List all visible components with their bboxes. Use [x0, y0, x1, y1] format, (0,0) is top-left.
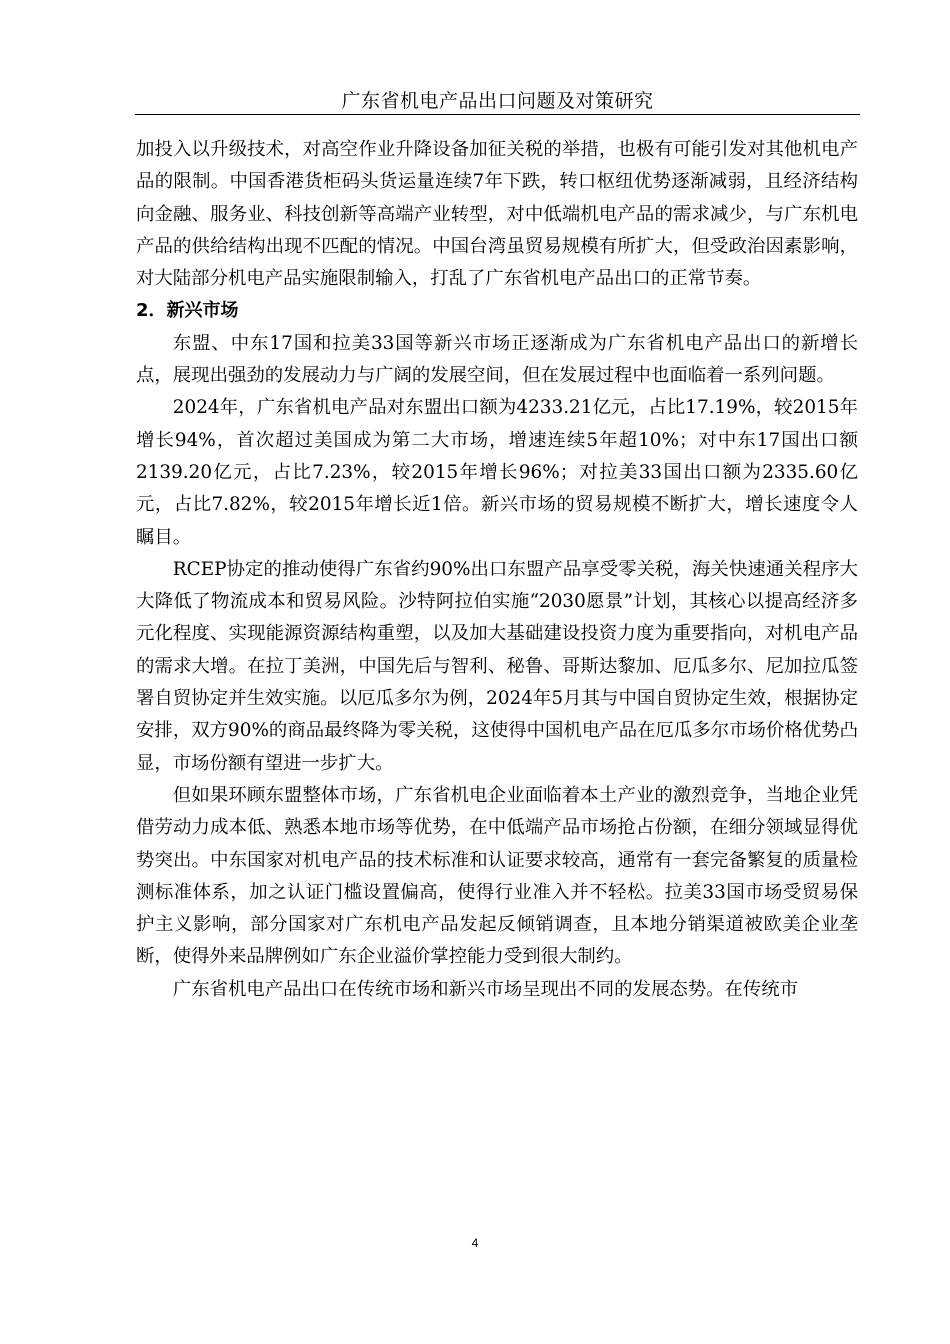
paragraph-competition-challenges: 但如果环顾东盟整体市场，广东省机电企业面临着本土产业的激烈竞争，当地企业凭借劳动力成本低、熟悉本地市场等优势，在中低端产品市场抢占份额，在细分领域显得优势突出。中东国家对机电产品的技术标准和认证要求较高，通常有一套完备繁复的质量检测标准体系，加之认证门槛设置偏高，使得行业准入并不轻松。拉美33国市场受贸易保护主义影响，部分国家对广东机电产品发起反倾销调查，且本地分销渠道被欧美企业垄断，使得外来品牌例如广东企业溢价掌控能力受到很大制约。	[136, 784, 858, 968]
paragraph-continued: 加投入以升级技术，对高空作业升降设备加征关税的举措，也极有可能引发对其他机电产品的限制。中国香港货柜码头货运量连续7年下跌，转口枢纽优势逐渐减弱，且经济结构向金融、服务业、科技创新等高端产业转型，对中低端机电产品的需求减少，与广东机电产品的供给结构出现不匹配的情况。中国台湾虽贸易规模有所扩大，但受政治因素影响，对大陆部分机电产品实施限制输入，打乱了广东省机电产品出口的正常节奏。	[136, 139, 858, 290]
paragraph-emerging-markets-intro: 东盟、中东17国和拉美33国等新兴市场正逐渐成为广东省机电产品出口的新增长点，展现出强劲的发展动力与广阔的发展空间，但在发展过程中也面临着一系列问题。	[136, 332, 858, 387]
paragraph-trade-agreements: RCEP协定的推动使得广东省约90%出口东盟产品享受零关税，海关快速通关程序大大降低了物流成本和贸易风险。沙特阿拉伯实施“2030愿景”计划，其核心以提高经济多元化程度、实现能源资源结构重塑，以及加大基础建设投资力度为重要指向，对机电产品的需求大增。在拉丁美洲，中国先后与智利、秘鲁、哥斯达黎加、厄瓜多尔、尼加拉瓜签署自贸协定并生效实施。以厄瓜多尔为例，2024年5月其与中国自贸协定生效，根据协定安排，双方90%的商品最终降为零关税，这使得中国机电产品在厄瓜多尔市场价格优势凸显，市场份额有望进一步扩大。	[136, 558, 858, 774]
running-header-title: 广东省机电产品出口问题及对策研究	[341, 90, 654, 112]
paragraph-summary-start: 广东省机电产品出口在传统市场和新兴市场呈现出不同的发展态势。在传统市	[172, 978, 799, 1000]
page-number: 4	[471, 1236, 479, 1250]
header-rule	[135, 114, 860, 115]
body-text	[136, 134, 858, 1006]
paragraph-export-figures: 2024年，广东省机电产品对东盟出口额为4233.21亿元，占比17.19%，较2015年增长94%，首次超过美国成为第二大市场，增速连续5年超10%；对中东17国出口额2139.20亿元，占比7.23%，较2015年增长96%；对拉美33国出口额为2335.60亿元，占比7.82%，较2015年增长近1倍。新兴市场的贸易规模不断扩大，增长速度令人瞩目。	[136, 397, 858, 548]
section-heading-emerging-markets: 2．新兴市场	[136, 300, 239, 322]
